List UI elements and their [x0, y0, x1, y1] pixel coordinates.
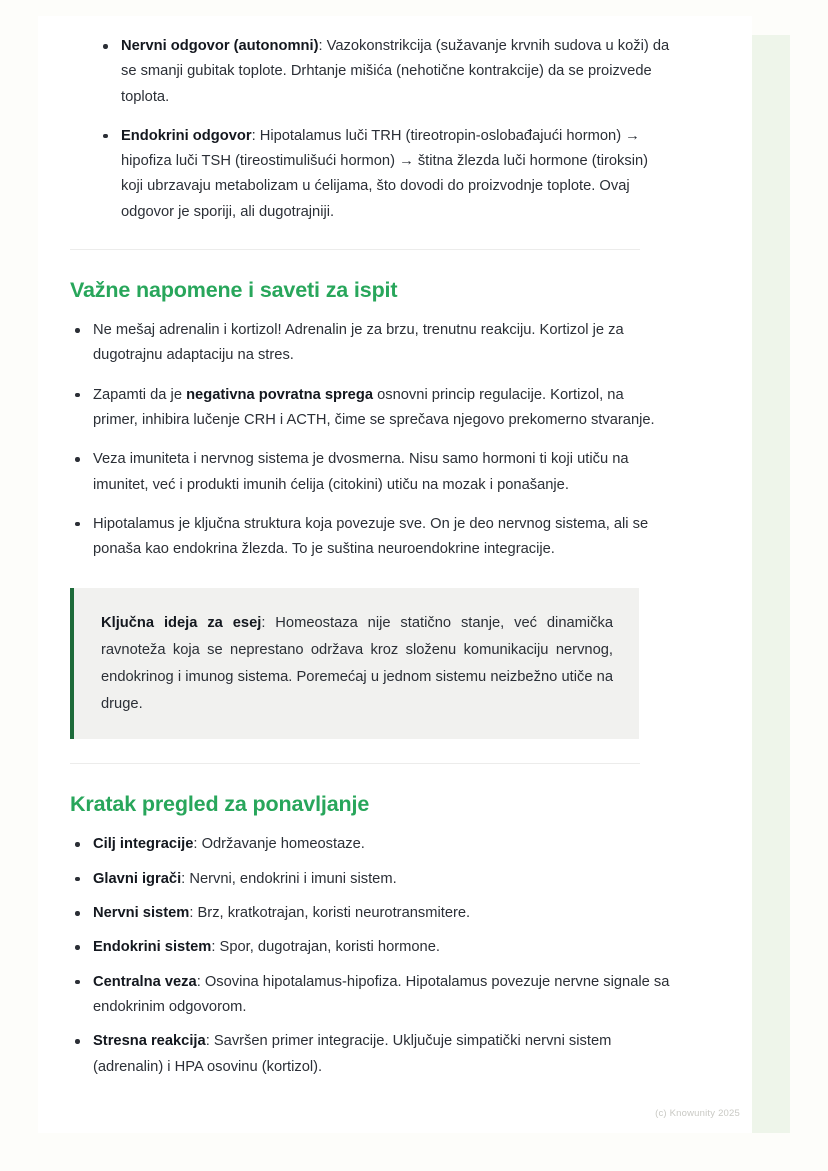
key-idea-callout	[70, 588, 639, 739]
list-item-text	[93, 939, 440, 955]
list-item-rest: osnovni princip regulacije. Kortizol, na primer, inhibira lučenje CRH i ACTH, čime se sprečava njegovo prekomerno stvaranje.	[93, 386, 655, 428]
continued-bullet-list	[70, 34, 672, 225]
list-item	[70, 447, 672, 498]
section-divider	[70, 249, 640, 250]
callout-rest: : Homeostaza nije statično stanje, već dinamička ravnoteža koja se neprestano održava kroz složenu komunikaciju nervnog, endokrinog i imunog sistema. Poremećaj u jednom sistemu neizbežno utiče na druge.	[101, 615, 614, 713]
list-item-text	[93, 387, 655, 428]
list-item-rest: Veza imuniteta i nervnog sistema je dvosmerna. Nisu samo hormoni ti koji utiču na imunitet, već i produkti imunih ćelija (citokini) utiču na mozak i ponašanje.	[93, 451, 629, 493]
list-item	[70, 970, 672, 1021]
section-heading-napomene: Važne napomene i saveti za ispit	[70, 278, 398, 303]
list-item-rest: : Održavanje homeostaze.	[193, 836, 365, 853]
list-item-lead: Endokrini odgovor	[121, 127, 252, 144]
list-item-text	[93, 905, 470, 921]
napomene-bullet-list	[70, 318, 672, 562]
list-item	[70, 318, 672, 369]
list-item-text	[93, 516, 648, 557]
list-item-text	[93, 974, 669, 1015]
list-item-rest: Hipotalamus je ključna struktura koja povezuje sve. On je deo nervnog sistema, ali se ponaša kao endokrina žlezda. To je suština neuroendokrine integracije.	[93, 515, 649, 558]
callout-lead: Ključna ideja za esej	[101, 615, 262, 632]
list-item	[70, 512, 672, 563]
list-item	[70, 1029, 672, 1080]
list-item-text	[93, 836, 365, 852]
list-item-lead: Centralna veza	[93, 973, 197, 990]
list-item	[70, 383, 672, 434]
list-item-text	[93, 871, 397, 887]
list-item-rest: : Brz, kratkotrajan, koristi neurotransmitere.	[189, 905, 471, 922]
section-divider	[70, 763, 640, 764]
list-item	[70, 935, 672, 960]
list-item	[98, 34, 672, 110]
list-item-lead: Cilj integracije	[93, 836, 194, 853]
list-item	[98, 124, 672, 225]
document-sheet	[38, 16, 752, 1133]
list-item-text	[121, 128, 648, 220]
list-item-pre: Zapamti da je	[93, 386, 187, 403]
list-item	[70, 867, 672, 892]
section-heading-pregled: Kratak pregled za ponavljanje	[70, 792, 370, 817]
copyright-watermark: (c) Knowunity 2025	[655, 1108, 740, 1119]
list-item-lead: negativna povratna sprega	[186, 386, 373, 403]
list-item-rest: : Spor, dugotrajan, koristi hormone.	[211, 939, 440, 956]
list-item-text	[93, 1033, 611, 1074]
list-item-text	[93, 451, 629, 492]
list-item-rest: : Vazokonstrikcija (sužavanje krvnih sudova u koži) da se smanji gubitak toplote. Drhtanje mišića (nehotične kontrakcije) da se proizvede toplota.	[121, 38, 670, 105]
list-item-rest: : Savršen primer integracije. Uključuje simpatički nervni sistem (adrenalin) i HPA osovinu (kortizol).	[93, 1033, 612, 1075]
list-item-rest: : Hipotalamus luči TRH (tireotropin-oslobađajući hormon) → hipofiza luči TSH (tireostimulišući hormon) → štitna žlezda luči hormone (tiroksin) koji ubrzavaju metabolizam u ćelijama, što dovodi do proizvodnje toplote. Ovaj odgovor je sporiji, ali dugotrajniji.	[121, 127, 649, 220]
list-item	[70, 901, 672, 926]
right-accent-panel	[748, 35, 790, 1133]
list-item-lead: Stresna reakcija	[93, 1033, 206, 1050]
list-item-lead: Endokrini sistem	[93, 939, 212, 956]
list-item-lead: Nervni odgovor (autonomni)	[121, 38, 319, 54]
callout-text	[101, 610, 613, 718]
list-item-lead: Glavni igrači	[93, 870, 182, 887]
list-item-lead: Nervni sistem	[93, 905, 190, 922]
list-item-rest: : Nervni, endokrini i imuni sistem.	[181, 870, 397, 887]
pregled-bullet-list	[70, 832, 672, 1079]
list-item-text	[121, 38, 669, 105]
list-item-rest: Ne mešaj adrenalin i kortizol! Adrenalin je za brzu, trenutnu reakciju. Kortizol je za dugotrajnu adaptaciju na stres.	[93, 322, 624, 364]
list-item	[70, 832, 672, 857]
list-item-rest: : Osovina hipotalamus-hipofiza. Hipotalamus povezuje nervne signale sa endokrinim odgovorom.	[93, 973, 670, 1015]
list-item-text	[93, 322, 624, 363]
document-body	[70, 34, 672, 1089]
